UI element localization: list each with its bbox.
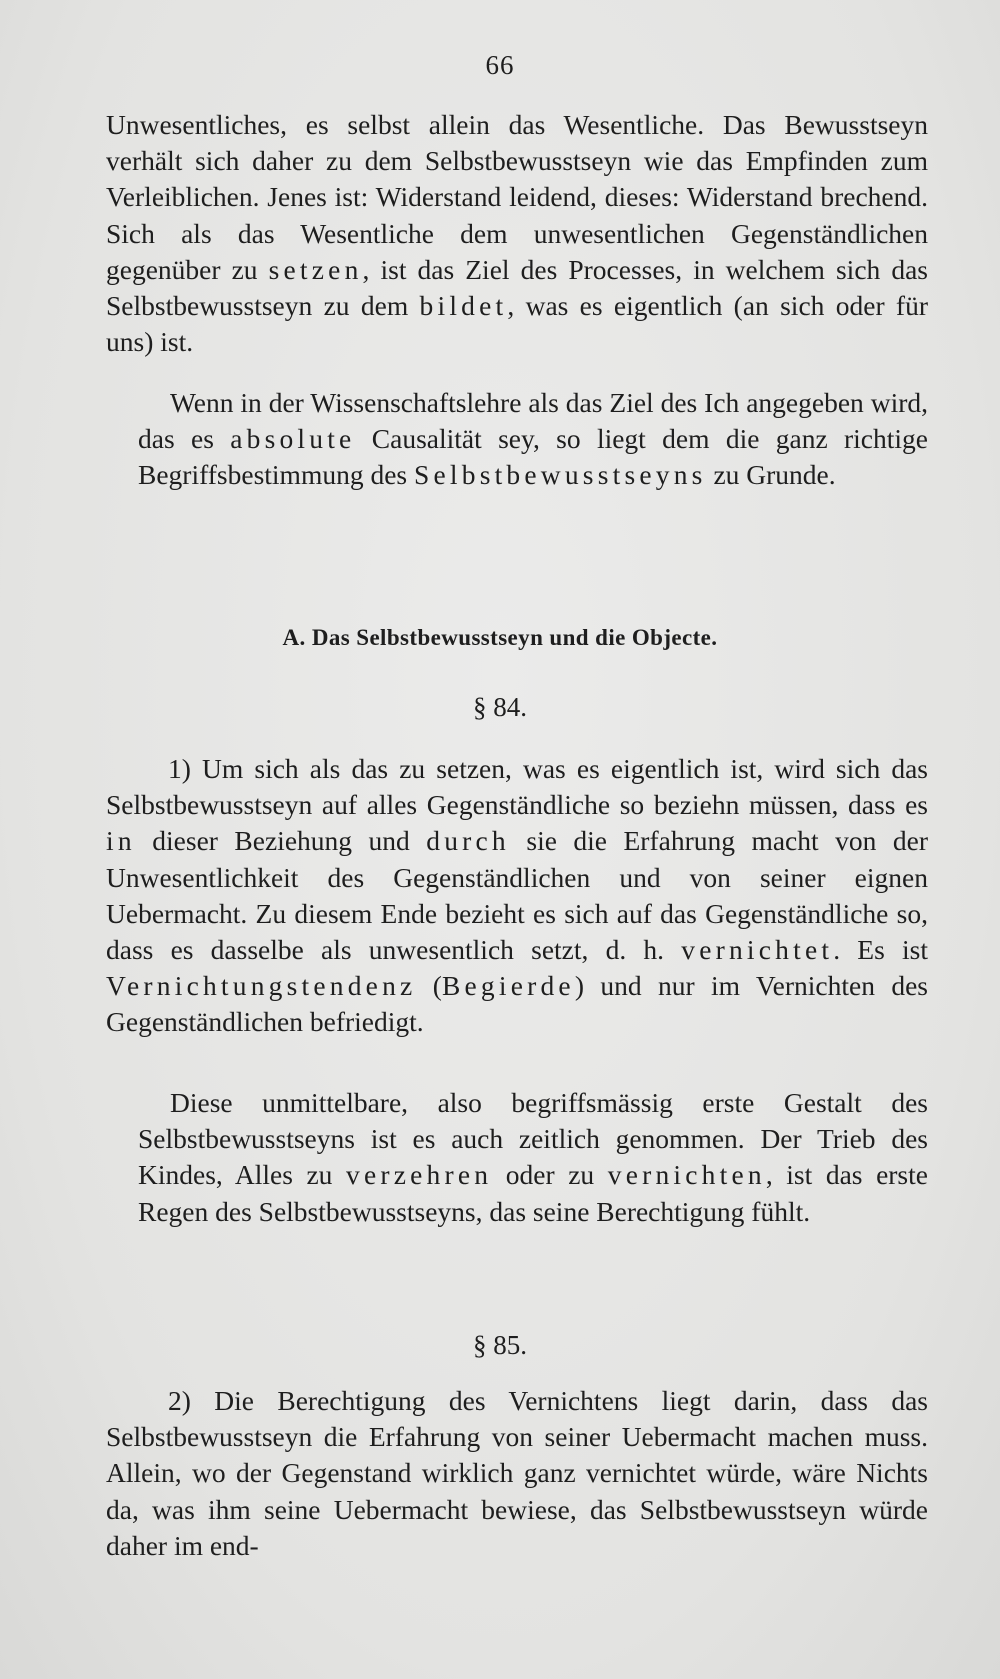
spaced-emphasis: verzehren: [346, 1159, 493, 1191]
remark-paragraph: [138, 385, 928, 494]
text-run: Unwesentliches, es selbst allein das Wesentliche. Das Bewusstseyn verhält sich daher zu dem Selbstbewusstseyn wie das Empfinden zum Verleiblichen. Jenes ist: Widerstand leidend, dieses: Widerstand brechend. Sich als das Wesentliche dem unwesentlichen Gegenständlichen gegenüber zu: [106, 109, 928, 285]
text-run: (: [416, 970, 442, 1002]
spaced-emphasis: Selbstbewusstseyns: [414, 459, 707, 491]
text-run: , ist das Ziel des Processes, in welchem sich das Selbstbewusstseyn zu dem: [106, 253, 928, 322]
spaced-emphasis: in: [106, 825, 136, 857]
spaced-emphasis: vernichtet: [681, 934, 834, 966]
text-run: 1) Um sich als das zu setzen, was es eigentlich ist, wird sich das Selbstbewusstseyn auf alles Gegenständliche so beziehn müssen, dass es: [106, 753, 928, 821]
section-heading: A. Das Selbstbewusstseyn und die Objecte.: [282, 625, 718, 650]
text-run: dieser Beziehung und: [135, 825, 427, 857]
text-run: sie die Erfahrung macht von der Unwesentlichkeit des Gegenständlichen und von seiner eignen Uebermacht. Zu diesem Ende bezieht es sich auf das Gegenständliche so, dass es dasselbe als unwesentlich setzt, d. h.: [106, 825, 928, 966]
text-run: Wenn in der Wissenschaftslehre als das Ziel des Ich angegeben wird, das es: [138, 387, 928, 455]
spaced-emphasis: Vernichtungstendenz: [106, 970, 417, 1002]
spaced-emphasis: bildet: [419, 290, 508, 322]
spaced-emphasis: setzen: [268, 253, 363, 285]
spaced-emphasis: vernichten: [607, 1159, 766, 1191]
section-number-84: § 84.: [473, 692, 527, 722]
spaced-emphasis: absolute: [230, 423, 356, 455]
spaced-emphasis: durch: [426, 825, 510, 857]
text-run: , ist das erste Regen des Selbstbewusstseyns, das seine Berechtigung fühlt.: [138, 1159, 928, 1227]
text-run: ) und nur im Vernichten des Gegenständlichen befriedigt.: [106, 970, 928, 1038]
paragraph-continuation: [106, 107, 928, 360]
page-number: 66: [485, 50, 515, 80]
text-run: Diese unmittelbare, also begriffsmässig erste Gestalt des Selbstbewusstseyns ist es auch zeitlich genommen. Der Trieb des Kindes, Alles zu: [138, 1087, 928, 1191]
text-run: zu Grunde.: [706, 459, 836, 491]
text-run: . Es ist: [833, 934, 928, 966]
text-run: Causalität sey, so liegt dem die ganz richtige Begriffsbestimmung des: [138, 423, 928, 491]
text-run: oder zu: [492, 1159, 608, 1191]
text-run: 2) Die Berechtigung des Vernichtens liegt darin, dass das Selbstbewusstseyn die Erfahrung von seiner Uebermacht machen muss. Allein, wo der Gegenstand wirklich ganz vernichtet würde, wäre Nichts da, was ihm seine Uebermacht bewiese, das Selbstbewusstseyn würde daher im end-: [106, 1385, 928, 1561]
section-number-85: § 85.: [473, 1330, 527, 1360]
spaced-emphasis: Begierde: [441, 970, 575, 1002]
paragraph-85: [106, 1383, 928, 1564]
remark-paragraph-84: [138, 1085, 928, 1230]
text-run: , was es eigentlich (an sich oder für uns) ist.: [106, 290, 928, 358]
paragraph-84: [106, 751, 928, 1041]
